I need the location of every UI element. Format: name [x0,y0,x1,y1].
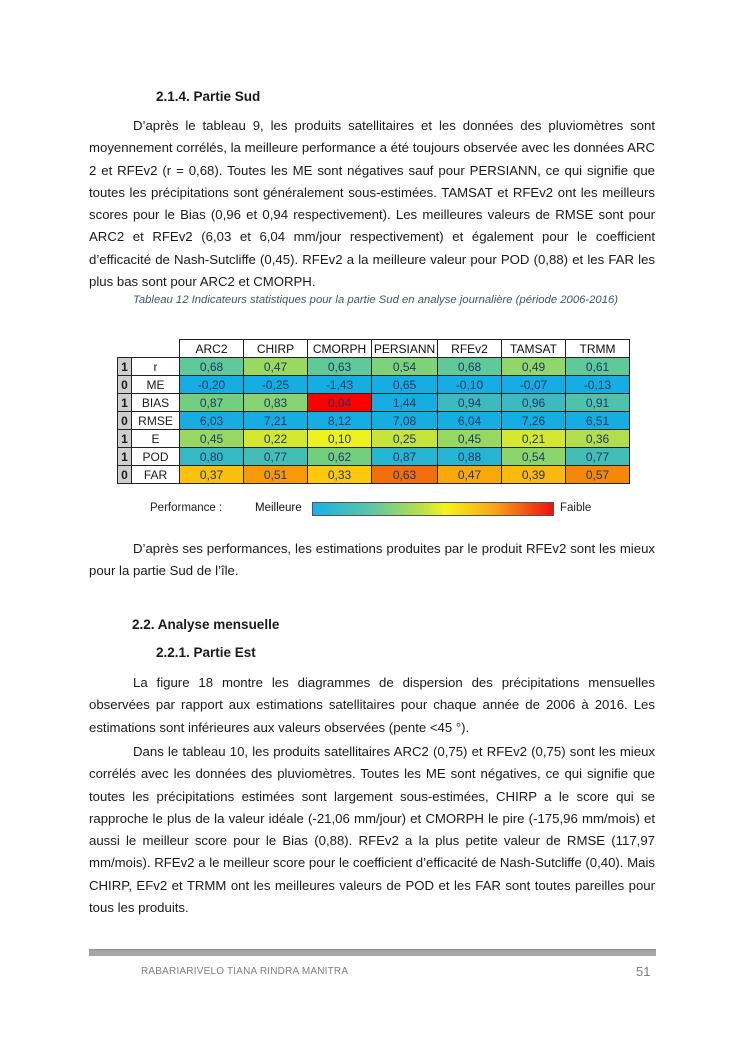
table-caption: Tableau 12 Indicateurs statistiques pour la partie Sud en analyse journalière (période 2006-2016) [133,294,619,306]
paragraph-tableau-10: Dans le tableau 10, les produits satellitaires ARC2 (0,75) et RFEv2 (0,75) sont les mieux corrélés avec les données des pluviomètres. Toutes les ME sont négatives, ce qui signifie que toutes les précipitations estimées sont largement sous-estimées, CHIRP a le score qui se rapproche le plus de la valeur idéale (-21,06 mm/jour) et CMORPH le pire (-175,96 mm/mois) et aussi le meilleur score pour le Bias (0,88). RFEv2 a la plus petite valeur de RMSE (117,97 mm/mois). RFEv2 a le meilleur score pour le coefficient d’efficacité de Nash-Sutcliffe (0,40). Mais CHIRP, EFv2 et TRMM ont les meilleures valeurs de POD et les FAR sont toutes pareilles pour tous les produits. [89,744,655,916]
legend-label: Performance : [150,502,223,514]
table-corner [118,340,180,358]
table-cell: 0,22 [244,430,308,448]
section-heading-2-1-4: 2.1.4. Partie Sud [156,89,261,104]
table-cell: 0,25 [372,430,438,448]
table-header-row [118,340,630,358]
table-cell: -0,13 [566,376,630,394]
table-cell: -0,10 [438,376,502,394]
table-cell: 0,68 [180,358,244,376]
table-cell: -0,07 [502,376,566,394]
table-cell: 0,36 [566,430,630,448]
table-cell: 0,49 [502,358,566,376]
column-header-tamsat: TAMSAT [502,340,566,358]
table-cell: 0,87 [180,394,244,412]
table-row [118,448,630,466]
table-cell: 0,47 [438,466,502,484]
table-row [118,430,630,448]
legend-worst-label: Faible [560,502,592,514]
row-indicator: r [132,358,180,376]
table-cell: 8,12 [308,412,372,430]
table-cell: -0,20 [180,376,244,394]
table-cell: 0,57 [566,466,630,484]
column-header-persiann: PERSIANN [372,340,438,358]
paragraph-partie-sud: D’après le tableau 9, les produits satellitaires et les données des pluviomètres sont moyennement corrélés, la meilleure performance a été toujours observée avec les données ARC 2 et RFEv2 (r = 0,68). Toutes les ME sont négatives sauf pour PERSIANN, ce qui signifie que toutes les précipitations sont généralement sous-estimées. TAMSAT et RFEv2 ont les meilleurs scores pour le Bias (0,96 et 0,94 respectivement). Les meilleures valeurs de RMSE sont pour ARC2 et RFEv2 (6,03 et 6,04 mm/jour respectivement) et également pour le coefficient d’efficacité de Nash-Sutcliffe (0,45). RFEv2 a la meilleure valeur pour POD (0,88) et les FAR les plus bas sont pour ARC2 et CMORPH. [89,118,655,290]
table-cell: 6,04 [438,412,502,430]
row-flag: 1 [118,394,132,412]
column-header-rfev2: RFEv2 [438,340,502,358]
column-header-trmm: TRMM [566,340,630,358]
table-cell: 0,88 [438,448,502,466]
row-indicator: E [132,430,180,448]
row-indicator: RMSE [132,412,180,430]
table-row [118,376,630,394]
table-cell: 0,87 [372,448,438,466]
row-flag: 1 [118,448,132,466]
row-flag: 0 [118,412,132,430]
table-cell: 7,08 [372,412,438,430]
page-number: 51 [636,964,651,979]
table-cell: 0,45 [438,430,502,448]
row-flag: 1 [118,358,132,376]
table-row [118,394,630,412]
table-cell: 0,51 [244,466,308,484]
table-cell: 6,03 [180,412,244,430]
table-row [118,358,630,376]
column-header-chirp: CHIRP [244,340,308,358]
row-indicator: FAR [132,466,180,484]
footer-author: RABARIARIVELO TIANA RINDRA MANITRA [141,966,349,977]
table-cell: 0,45 [180,430,244,448]
table-cell: 0,54 [502,448,566,466]
statistics-table [117,339,630,484]
table-cell: 0,77 [244,448,308,466]
table-cell: 0,04 [308,394,372,412]
table-cell: 0,47 [244,358,308,376]
table-cell: 6,51 [566,412,630,430]
table-cell: 0,91 [566,394,630,412]
section-heading-2-2: 2.2. Analyse mensuelle [132,617,280,632]
table-cell: 7,26 [502,412,566,430]
table-cell: -1,43 [308,376,372,394]
row-indicator: ME [132,376,180,394]
row-flag: 1 [118,430,132,448]
paragraph-conclusion-sud: D’après ses performances, les estimations produites par le produit RFEv2 sont les mieux pour la partie Sud de l’île. [89,541,655,579]
table-cell: 0,80 [180,448,244,466]
table-cell: 0,10 [308,430,372,448]
table-cell: 0,94 [438,394,502,412]
row-flag: 0 [118,466,132,484]
footer-divider [89,949,656,956]
performance-legend [150,500,630,518]
row-indicator: POD [132,448,180,466]
legend-best-label: Meilleure [255,502,302,514]
table-cell: 0,83 [244,394,308,412]
table-cell: 0,77 [566,448,630,466]
table-cell: 0,65 [372,376,438,394]
table-cell: 0,68 [438,358,502,376]
table-cell: 7,21 [244,412,308,430]
table-cell: 1,44 [372,394,438,412]
table-row [118,466,630,484]
table-cell: 0,96 [502,394,566,412]
table-cell: 0,63 [372,466,438,484]
table-cell: 0,62 [308,448,372,466]
table-row [118,412,630,430]
paragraph-figure-18: La figure 18 montre les diagrammes de dispersion des précipitations mensuelles observées par rapport aux estimations satellitaires pour chaque année de 2006 à 2016. Les estimations sont inférieures aux valeurs observées (pente <45 °). [89,675,655,735]
table-cell: 0,63 [308,358,372,376]
table-cell: 0,39 [502,466,566,484]
table-cell: 0,54 [372,358,438,376]
table-cell: 0,61 [566,358,630,376]
row-flag: 0 [118,376,132,394]
table-cell: 0,33 [308,466,372,484]
table-cell: 0,21 [502,430,566,448]
table-cell: 0,37 [180,466,244,484]
row-indicator: BIAS [132,394,180,412]
legend-color-gradient [312,502,554,516]
section-heading-2-2-1: 2.2.1. Partie Est [156,645,256,660]
table-cell: -0,25 [244,376,308,394]
column-header-arc2: ARC2 [180,340,244,358]
column-header-cmorph: CMORPH [308,340,372,358]
